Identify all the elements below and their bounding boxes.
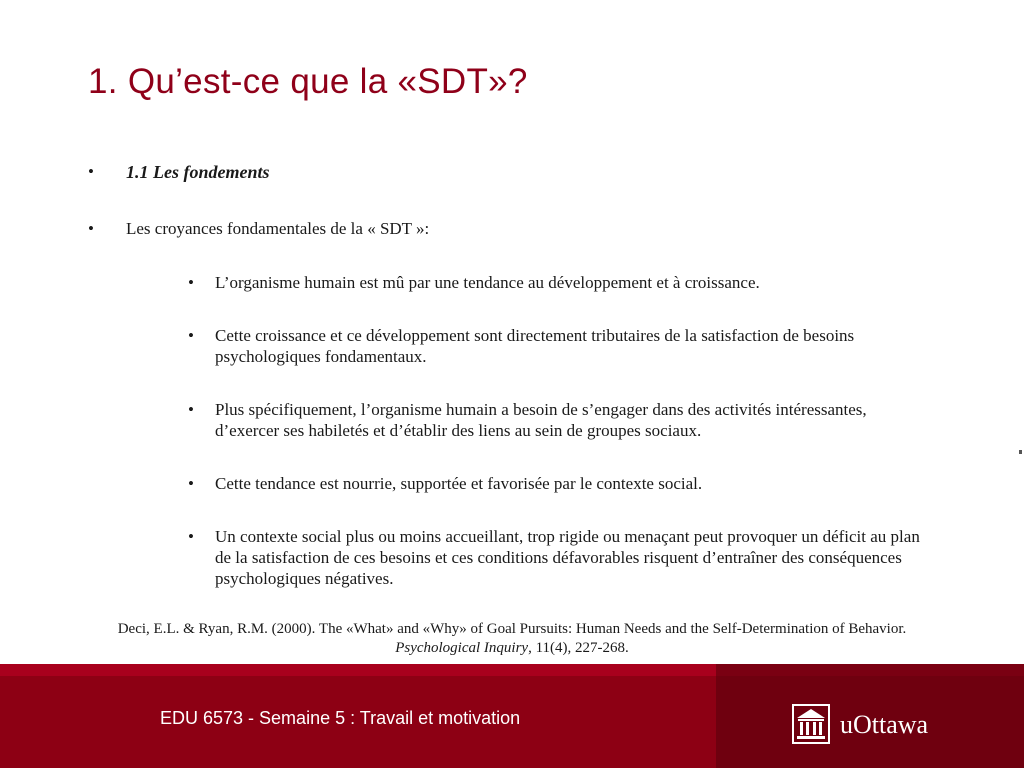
list-item-text: L’organisme humain est mû par une tendance au développement et à croissance. (215, 273, 760, 292)
list-item-text: Plus spécifiquement, l’organisme humain a besoin de s’engager dans des activités intéressantes, d’exercer ses habiletés et d’établir des liens au sein de groupes sociaux. (215, 400, 867, 440)
reference-journal: Psychological Inquiry (395, 640, 529, 656)
bullet-icon: • (188, 326, 194, 345)
intro-text: Les croyances fondamentales de la « SDT »: (126, 219, 430, 238)
bullet-icon: • (188, 400, 194, 419)
list-item-text: Cette tendance est nourrie, supportée et favorisée par le contexte social. (215, 474, 703, 493)
bullet-icon: • (188, 273, 194, 292)
building-columns-icon (792, 704, 830, 744)
reference-suffix: , 11(4), 227-268. (528, 640, 629, 656)
edge-artifact (1019, 450, 1022, 454)
slide-title: 1. Qu’est-ce que la «SDT»? (88, 62, 528, 101)
bullet-icon: • (188, 474, 194, 493)
footer-logo-band (716, 664, 1024, 676)
list-item-text: Un contexte social plus ou moins accueillant, trop rigide ou menaçant peut provoquer un déficit au plan de la satisfaction de ces besoins et ces conditions défavorables risquent d’entraîner des conséquences psychologiques négatives. (215, 527, 920, 588)
logo-wordmark: uOttawa (840, 710, 929, 739)
section-heading: 1.1 Les fondements (126, 162, 270, 182)
reference-citation (80, 620, 944, 658)
list-item-text: Cette croissance et ce développement sont directement tributaires de la satisfaction de besoins psychologiques fondamentaux. (215, 326, 855, 366)
course-label: EDU 6573 - Semaine 5 : Travail et motivation (160, 708, 521, 728)
uottawa-logo (792, 700, 972, 748)
bullet-icon: • (88, 219, 94, 238)
bullet-icon: • (88, 162, 94, 181)
bullet-icon: • (188, 527, 194, 546)
reference-prefix: Deci, E.L. & Ryan, R.M. (2000). The «What» and «Why» of Goal Pursuits: Human Needs and the Self-Determination of Behavior. (117, 621, 907, 637)
